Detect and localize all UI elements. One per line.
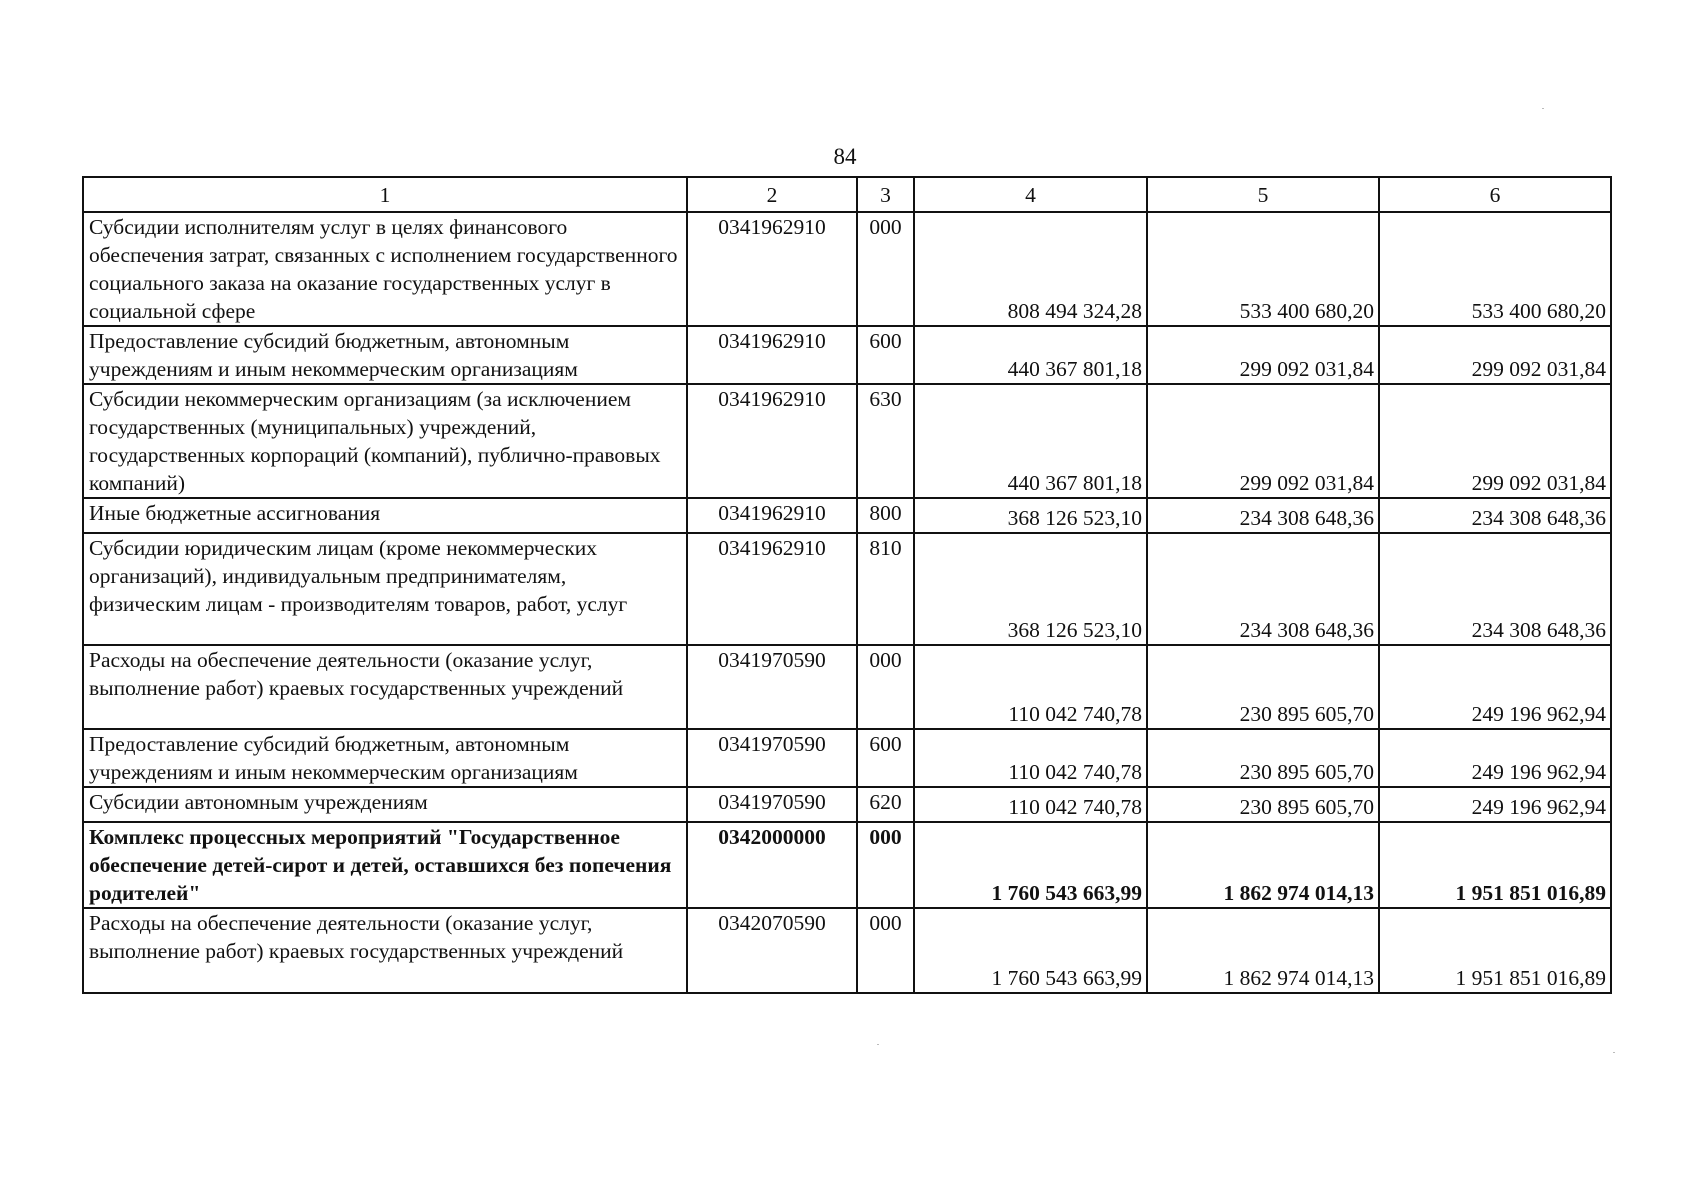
row-target-code-cell: 0341962910 xyxy=(687,498,857,533)
row-target-code-cell: 0341970590 xyxy=(687,787,857,822)
header-col-3: 3 xyxy=(857,177,914,212)
row-name-cell: Субсидии юридическим лицам (кроме некоммерческих организаций), индивидуальным предпринимателям, физическим лицам - производителям товаров, работ, услуг xyxy=(83,533,687,645)
table-row xyxy=(83,729,1611,787)
row-value-col-4-cell: 1 760 543 663,99 xyxy=(914,822,1147,908)
row-name-cell: Расходы на обеспечение деятельности (оказание услуг, выполнение работ) краевых государственных учреждений xyxy=(83,645,687,729)
row-value-col-6-cell: 299 092 031,84 xyxy=(1379,326,1611,384)
row-value-col-5-cell: 230 895 605,70 xyxy=(1147,729,1379,787)
row-value-col-4-cell: 110 042 740,78 xyxy=(914,787,1147,822)
row-value-col-5-cell: 230 895 605,70 xyxy=(1147,645,1379,729)
table-row xyxy=(83,533,1611,645)
table-row xyxy=(83,384,1611,498)
row-value-col-5-cell: 533 400 680,20 xyxy=(1147,212,1379,326)
row-value-col-6-cell: 249 196 962,94 xyxy=(1379,645,1611,729)
scan-speck xyxy=(877,1044,879,1045)
row-name-cell: Субсидии исполнителям услуг в целях финансового обеспечения затрат, связанных с исполнением государственного социального заказа на оказание государственных услуг в социальной сфере xyxy=(83,212,687,326)
row-target-code-cell: 0341970590 xyxy=(687,729,857,787)
row-value-col-5-cell: 1 862 974 014,13 xyxy=(1147,822,1379,908)
row-expense-type-cell: 000 xyxy=(857,822,914,908)
row-expense-type-cell: 620 xyxy=(857,787,914,822)
row-value-col-6-cell: 533 400 680,20 xyxy=(1379,212,1611,326)
row-name-cell: Расходы на обеспечение деятельности (оказание услуг, выполнение работ) краевых государственных учреждений xyxy=(83,908,687,993)
budget-table xyxy=(82,176,1612,994)
row-value-col-4-cell: 440 367 801,18 xyxy=(914,326,1147,384)
header-col-5: 5 xyxy=(1147,177,1379,212)
header-col-6: 6 xyxy=(1379,177,1611,212)
row-expense-type-cell: 810 xyxy=(857,533,914,645)
table-row xyxy=(83,908,1611,993)
row-expense-type-cell: 000 xyxy=(857,645,914,729)
row-value-col-4-cell: 368 126 523,10 xyxy=(914,498,1147,533)
table-row xyxy=(83,498,1611,533)
row-value-col-5-cell: 234 308 648,36 xyxy=(1147,533,1379,645)
header-col-4: 4 xyxy=(914,177,1147,212)
row-value-col-6-cell: 1 951 851 016,89 xyxy=(1379,822,1611,908)
row-name-cell: Комплекс процессных мероприятий "Государственное обеспечение детей-сирот и детей, оставшихся без попечения родителей" xyxy=(83,822,687,908)
row-value-col-6-cell: 1 951 851 016,89 xyxy=(1379,908,1611,993)
row-expense-type-cell: 630 xyxy=(857,384,914,498)
row-value-col-5-cell: 234 308 648,36 xyxy=(1147,498,1379,533)
row-expense-type-cell: 600 xyxy=(857,729,914,787)
header-col-2: 2 xyxy=(687,177,857,212)
row-value-col-6-cell: 249 196 962,94 xyxy=(1379,729,1611,787)
row-name-cell: Иные бюджетные ассигнования xyxy=(83,498,687,533)
scan-speck xyxy=(1542,108,1544,109)
scan-speck xyxy=(1613,1052,1615,1053)
row-name-cell: Субсидии некоммерческим организациям (за исключением государственных (муниципальных) учреждений, государственных корпораций (компаний), публично-правовых компаний) xyxy=(83,384,687,498)
row-value-col-4-cell: 440 367 801,18 xyxy=(914,384,1147,498)
table-row xyxy=(83,787,1611,822)
row-expense-type-cell: 800 xyxy=(857,498,914,533)
row-target-code-cell: 0341962910 xyxy=(687,326,857,384)
table-row xyxy=(83,212,1611,326)
row-expense-type-cell: 600 xyxy=(857,326,914,384)
row-value-col-4-cell: 110 042 740,78 xyxy=(914,729,1147,787)
row-target-code-cell: 0342070590 xyxy=(687,908,857,993)
page-number: 84 xyxy=(833,144,857,169)
table-body xyxy=(83,212,1611,993)
row-value-col-4-cell: 368 126 523,10 xyxy=(914,533,1147,645)
row-target-code-cell: 0342000000 xyxy=(687,822,857,908)
header-col-1: 1 xyxy=(83,177,687,212)
row-value-col-5-cell: 1 862 974 014,13 xyxy=(1147,908,1379,993)
row-value-col-6-cell: 299 092 031,84 xyxy=(1379,384,1611,498)
row-value-col-4-cell: 110 042 740,78 xyxy=(914,645,1147,729)
header-row xyxy=(83,177,1611,212)
row-value-col-4-cell: 1 760 543 663,99 xyxy=(914,908,1147,993)
row-value-col-5-cell: 230 895 605,70 xyxy=(1147,787,1379,822)
row-value-col-6-cell: 234 308 648,36 xyxy=(1379,533,1611,645)
row-value-col-5-cell: 299 092 031,84 xyxy=(1147,384,1379,498)
row-name-cell: Предоставление субсидий бюджетным, автономным учреждениям и иным некоммерческим организациям xyxy=(83,326,687,384)
table-row xyxy=(83,822,1611,908)
row-target-code-cell: 0341962910 xyxy=(687,212,857,326)
row-expense-type-cell: 000 xyxy=(857,908,914,993)
row-value-col-6-cell: 249 196 962,94 xyxy=(1379,787,1611,822)
row-value-col-6-cell: 234 308 648,36 xyxy=(1379,498,1611,533)
row-name-cell: Предоставление субсидий бюджетным, автономным учреждениям и иным некоммерческим организациям xyxy=(83,729,687,787)
row-value-col-5-cell: 299 092 031,84 xyxy=(1147,326,1379,384)
row-target-code-cell: 0341970590 xyxy=(687,645,857,729)
table-row xyxy=(83,645,1611,729)
table-row xyxy=(83,326,1611,384)
row-target-code-cell: 0341962910 xyxy=(687,533,857,645)
row-name-cell: Субсидии автономным учреждениям xyxy=(83,787,687,822)
row-value-col-4-cell: 808 494 324,28 xyxy=(914,212,1147,326)
row-target-code-cell: 0341962910 xyxy=(687,384,857,498)
row-expense-type-cell: 000 xyxy=(857,212,914,326)
